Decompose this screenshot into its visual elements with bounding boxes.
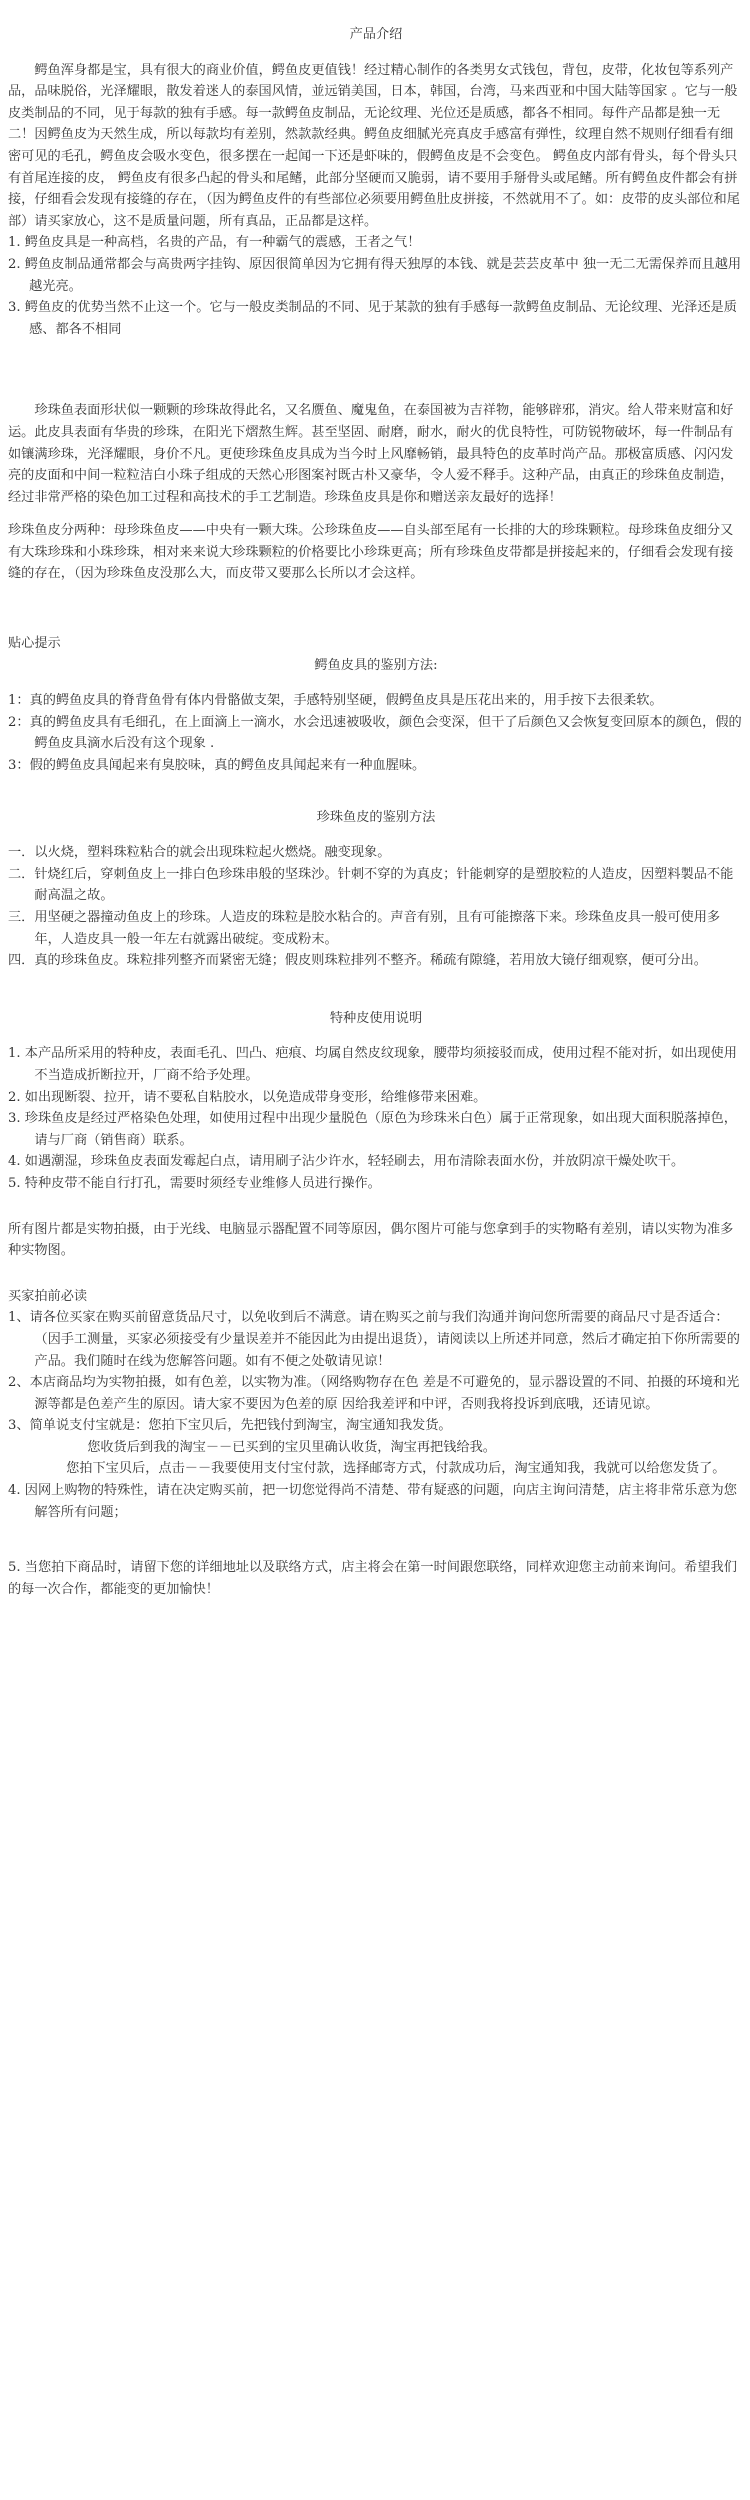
pearl-identify-heading: 珍珠鱼皮的鉴别方法 (316, 809, 436, 825)
croc-identify-heading: 鳄鱼皮具的鉴别方法: (314, 657, 438, 673)
buyer-notice-item: 4. 因网上购物的特殊性，请在决定购买前，把一切您觉得尚不清楚、带有疑惑的问题，向店主询问清楚，店主将非常乐意为您解答所有问题； (8, 1483, 737, 1520)
croc-identify-item: 3：假的鳄鱼皮具闻起来有臭胶味，真的鳄鱼皮具闻起来有一种血腥味。 (8, 758, 426, 774)
feature-item: 2. 鳄鱼皮制品通常都会与高贵两字挂钩、原因很简单因为它拥有得天独厚的本钱、就是芸芸皮革中 独一无二无需保养而且越用越光亮。 (8, 256, 742, 294)
pearl-paragraph-1: 珍珠鱼表面形状似一颗颗的珍珠故得此名，又名赝鱼、魔鬼鱼，在泰国被为吉祥物，能够辟邪，消灾。给人带来财富和好运。此皮具表面有华贵的珍珠，在阳光下熠熬生辉。甚至坚固、耐磨，耐水，耐火的优良特性，可防锐物破坏，每一件制品有如镶满珍珠，光泽耀眼，身价不凡。更使珍珠鱼皮具成为当今时上风靡畅销，最具特色的皮革时尚产品。那极富质感、闪闪发亮的皮面和中间一粒粒洁白小珠子组成的天然心形图案衬既古朴又豪华，令人爱不释手。这种产品，由真正的珍珠鱼皮制造，经过非常严格的染色加工过程和高技术的手工艺制造。珍珠鱼皮具是你和赠送亲友最好的选择！ (8, 403, 734, 505)
pearl-paragraph-2: 珍珠鱼皮分两种：母珍珠鱼皮——中央有一颗大珠。公珍珠鱼皮——自头部至尾有一长排的大的珍珠颗粒。母珍珠鱼皮细分又有大珠珍珠和小珠珍珠，相对来来说大珍珠颗粒的价格要比小珍珠更高；所有珍珠鱼皮带都是拼接起来的，仔细看会发现有接缝的存在，（因为珍珠鱼皮没那么大，而皮带又要那么长所以才会这样。 (8, 523, 734, 582)
special-leather-list (8, 1043, 744, 1194)
buyer-notice-item: 3、简单说支付宝就是：您拍下宝贝后，先把钱付到淘宝，淘宝通知我发货。 (8, 1418, 452, 1434)
special-leather-item: 4. 如遇潮湿，珍珠鱼皮表面发霉起白点，请用刷子沾少许水，轻轻刷去，用布清除表面水份，并放阴凉干燥处吹干。 (8, 1154, 685, 1170)
croc-identify-list (8, 690, 744, 776)
pearl-identify-list (8, 842, 744, 972)
feature-item: 3. 鳄鱼皮的优势当然不止这一个。它与一般皮类制品的不同、见于某款的独有手感每一款鳄鱼皮制品、无论纹理、光泽还是质感、都各不相同 (8, 300, 737, 337)
payment-note-line: 您拍下宝贝后，点击－－我要使用支付宝付款，选择邮寄方式，付款成功后，淘宝通知我，我就可以给您发货了。 (66, 1461, 726, 1477)
pearl-identify-item: 二．针烧红后，穿刺鱼皮上一排白色珍珠串般的坚珠沙。针刺不穿的为真皮；针能刺穿的是塑胶粒的人造皮，因塑料製品不能耐高温之故。 (8, 866, 734, 904)
buyer-notice-list (8, 1307, 744, 1437)
payment-note-line: 您收货后到我的淘宝－－已买到的宝贝里确认收货，淘宝再把钱给我。 (87, 1439, 496, 1455)
tips-label: 贴心提示 (8, 636, 61, 652)
pearl-identify-item: 一．以火烧，塑料珠粒粘合的就会出现珠粒起火燃烧。融变现象。 (8, 845, 391, 861)
special-leather-item: 5. 特种皮带不能自行打孔，需要时须经专业维修人员进行操作。 (8, 1175, 381, 1191)
closing-note: 5. 当您拍下商品时，请留下您的详细地址以及联络方式，店主将会在第一时间跟您联络，同样欢迎您主动前来询问。希望我们的每一次合作，都能变的更加愉快！ (8, 1560, 737, 1597)
pearl-identify-item: 四．真的珍珠鱼皮。珠粒排列整齐而紧密无缝；假皮则珠粒排列不整齐。稀疏有隙缝，若用放大镜仔细观察，便可分出。 (8, 953, 707, 969)
special-leather-item: 2. 如出现断裂、拉开，请不要私自粘胶水，以免造成带身变形，给维修带来困难。 (8, 1089, 487, 1105)
buyer-notice-item: 2、本店商品均为实物拍摄，如有色差，以实物为准。（网络购物存在色 差是不可避免的，显示器设置的不同、拍摄的环境和光源等都是色差产生的原因。请大家不要因为色差的原 因给我差评和中评，否则我将投诉到底哦，还请见谅。 (8, 1375, 740, 1412)
buyer-notice-label: 买家拍前必读 (8, 1288, 88, 1304)
feature-item: 1. 鳄鱼皮具是一种高档，名贵的产品，有一种霸气的震感，王者之气！ (8, 235, 421, 251)
special-leather-item: 1. 本产品所采用的特种皮，表面毛孔、凹凸、疤痕、均属自然皮纹现象，腰带均须接驳而成，使用过程不能对折，如出现使用不当造成折断拉开，厂商不给予处理。 (8, 1046, 737, 1083)
croc-identify-item: 2：真的鳄鱼皮具有毛细孔，在上面滴上一滴水，水会迅速被吸收，颜色会变深，但干了后颜色又会恢复变回原本的颜色，假的鳄鱼皮具滴水后没有这个现象 . (8, 714, 742, 752)
buyer-notice-list-2 (8, 1480, 744, 1523)
croc-identify-item: 1：真的鳄鱼皮具的脊背鱼骨有体内骨骼做支架，手感特别坚硬，假鳄鱼皮具是压花出来的，用手按下去很柔软。 (8, 693, 663, 709)
special-leather-item: 3. 珍珠鱼皮是经过严格染色处理，如使用过程中出现少量脱色（原色为珍珠米白色）属于正常现象，如出现大面积脱落掉色，请与厂商（销售商）联系。 (8, 1111, 737, 1148)
intro-paragraph: 鳄鱼浑身都是宝，具有很大的商业价值，鳄鱼皮更值钱！经过精心制作的各类男女式钱包，背包，皮带，化妆包等系列产品，品味脱俗，光泽耀眼，散发着迷人的泰国风情，並远销美国，日本，韩国，台湾，马来西亚和中国大陆等国家 。它与一般皮类制品的不同，见于每款的独有手感。每一款鳄鱼皮制品，无论纹理、光位还是质感，都各不相同。每件产品都是独一无二！因鳄鱼皮为天然生成，所以每款均有差别，然款款经典。鳄鱼皮细腻光亮真皮手感富有弹性，纹理自然不规则仔细看有细密可见的毛孔，鳄鱼皮会吸水变色，很多摆在一起闻一下还是虾味的，假鳄鱼皮是不会变色。 鳄鱼皮内部有骨头，每个骨头只有首尾连接的皮， 鳄鱼皮有很多凸起的骨头和尾鳍，此部分坚硬而又脆弱，请不要用手掰骨头或尾鳍。所有鳄鱼皮件都会有拼接，仔细看会发现有接缝的存在，（因为鳄鱼皮件的有些部位必须要用鳄鱼肚皮拼接，不然就用不了。如：皮带的皮头部位和尾部）请买家放心，这不是质量问题，所有真品，正品都是这样。 (8, 62, 740, 229)
pearl-identify-item: 三．用坚硬之器撞动鱼皮上的珍珠。人造皮的珠粒是胶水粘合的。声音有别，且有可能擦落下来。珍珠鱼皮具一般可使用多年，人造皮具一般一年左右就露出破绽。变成粉末。 (8, 910, 721, 947)
special-leather-heading: 特种皮使用说明 (329, 1010, 423, 1026)
buyer-notice-item: 1、请各位买家在购买前留意货品尺寸，以免收到后不满意。请在购买之前与我们沟通并询问您所需要的商品尺寸是否适合：（因手工测量，买家必须接受有少量误差并不能因此为由提出退货），请阅读以上所述并同意，然后才确定拍下你所需要的产品。我们随时在线为您解答问题。如有不便之处敬请见谅！ (8, 1310, 740, 1369)
photo-note: 所有图片都是实物拍摄，由于光线、电脑显示器配置不同等原因，偶尔图片可能与您拿到手的实物略有差别，请以实物为准多种实物图。 (8, 1221, 734, 1259)
feature-list (8, 232, 744, 340)
intro-title: 产品介绍 (349, 27, 403, 42)
